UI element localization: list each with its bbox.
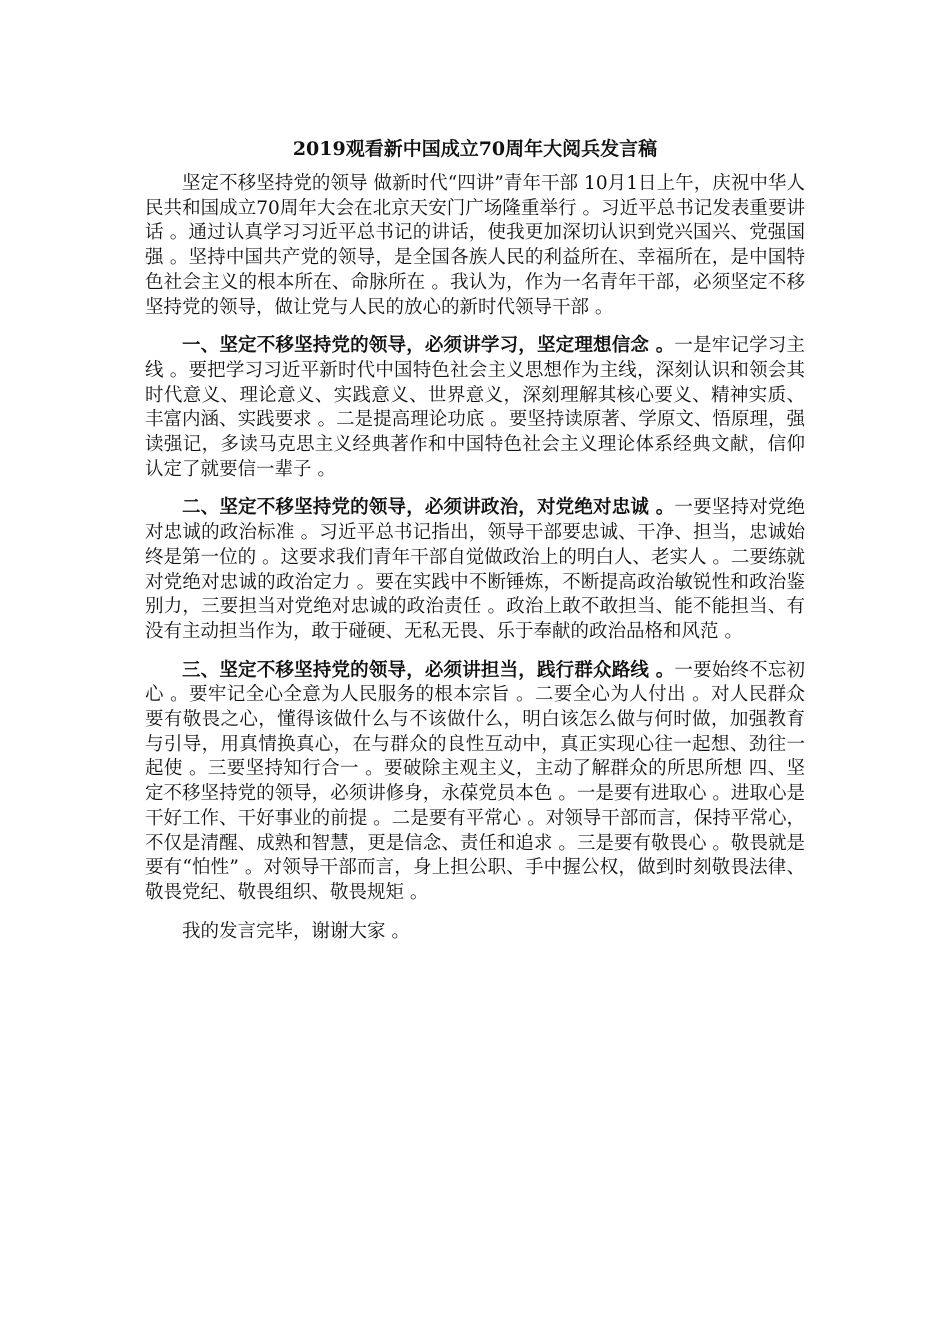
paragraph-intro — [145, 172, 805, 320]
section-heading: 二、坚定不移坚持党的领导，必须讲政治，对党绝对忠诚 。 — [182, 497, 675, 519]
paragraph-text: 坚定不移坚持党的领导 做新时代“四讲”青年干部 10月1日上午，庆祝中华人民共和国成立70周年大会在北京天安门广场隆重举行 。习近平总书记发表重要讲话 。通过认真学习习近平总书记的讲话，使我更加深切认识到党兴国兴、党强国强 。坚持中国共产党的领导，是全国各族人民的利益所在、幸福所在，是中国特色社会主义的根本所在、命脉所在 。我认为，作为一名青年干部，必须坚定不移坚持党的领导，做让党与人民的放心的新时代领导干部 。 — [145, 173, 805, 318]
paragraph-text: 一要始终不忘初心 。要牢记全心全意为人民服务的根本宗旨 。二要全心为人付出 。对人民群众要有敬畏之心，懂得该做什么与不该做什么，明白该怎么做与何时做，加强教育与引导，用真情换真心，在与群众的良性互动中，真正实现心往一起想、劲往一起使 。三要坚持知行合一 。要破除主观主义，主动了解群众的所思所想 四、坚定不移坚持党的领导，必须讲修身，永葆党员本色 。一是要有进取心 。进取心是干好工作、干好事业的前提 。二是要有平常心 。对领导干部而言，保持平常心，不仅是清醒、成熟和智慧，更是信念、责任和追求 。三是要有敬畏心 。敬畏就是要有“怕性” 。对领导干部而言，身上担公职、手中握公权，做到时刻敬畏法律、敬畏党纪、敬畏组织、敬畏规矩 。 — [145, 659, 805, 903]
document-body — [145, 172, 805, 958]
paragraph-text: 一是牢记学习主线 。要把学习习近平新时代中国特色社会主义思想作为主线，深刻认识和领会其时代意义、理论意义、实践意义、世界意义，深刻理解其核心要义、精神实质、丰富内涵、实践要求 。二是提高理论功底 。要坚持读原著、学原文、悟原理，强读强记，多读马克思主义经典著作和中国特色社会主义理论体系经典文献，信仰认定了就要信一辈子 。 — [145, 335, 805, 480]
section-heading: 一、坚定不移坚持党的领导，必须讲学习，坚定理想信念 。 — [182, 335, 675, 357]
document-title: 2019观看新中国成立70周年大阅兵发言稿 — [292, 138, 658, 160]
paragraph-section-2 — [145, 496, 805, 644]
section-heading: 三、坚定不移坚持党的领导，必须讲担当，践行群众路线 。 — [182, 659, 675, 681]
paragraph-section-3 — [145, 659, 805, 906]
paragraph-text: 我的发言完毕，谢谢大家 。 — [182, 920, 410, 942]
paragraph-text: 一要坚持对党绝对忠诚的政治标准 。习近平总书记指出，领导干部要忠诚、干净、担当，忠诚始终是第一位的 。这要求我们青年干部自觉做政治上的明白人、老实人 。二要练就对党绝对忠诚的政治定力 。要在实践中不断锤炼，不断提高政治敏锐性和政治鉴别力，三要担当对党绝对忠诚的政治责任 。政治上敢不敢担当、能不能担当、有没有主动担当作为，敢于碰硬、无私无畏、乐于奉献的政治品格和风范 。 — [145, 497, 805, 642]
paragraph-closing — [145, 920, 805, 945]
paragraph-section-1 — [145, 334, 805, 482]
